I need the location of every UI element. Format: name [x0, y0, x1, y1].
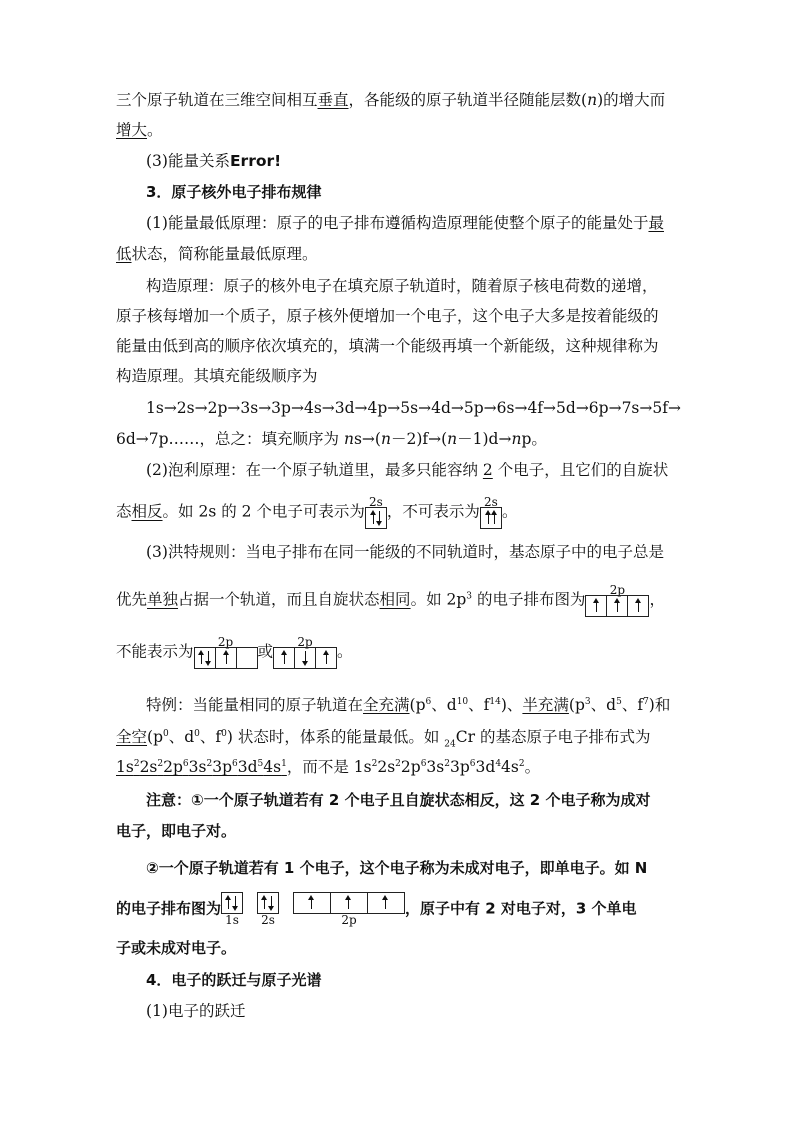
orbital-box [294, 647, 316, 669]
text-line: 优先单独占据一个轨道，而且自旋状态相同。如 $2p^3$ 的电子排布图为 2p ， [116, 584, 665, 608]
text-line: (2)泡利原理：在一个原子轨道里，最多只能容纳 2 个电子，且它们的自旋状 [146, 461, 669, 479]
orbital-box [585, 595, 607, 617]
text-line: 不能表示为 2p 或 2p 。 [116, 636, 353, 660]
section-heading: 3．原子核外电子排布规律 [146, 183, 322, 201]
orbital-box [236, 647, 258, 669]
note-line: 子或未成对电子。 [116, 939, 237, 957]
text-line: 态相反。如 2s 的 2 个电子可表示为 2s ，不可表示为 2s 。 [116, 496, 517, 520]
text-line: 原子核每增加一个质子，原子核外便增加一个电子，这个电子大多是按着能级的 [116, 307, 659, 325]
text-line: 1s→2s→2p→3s→3p→4s→3d→4p→5s→4d→5p→6s→4f→5d→6p→7s→5f→ [146, 399, 681, 417]
orbital-diagram-N-2p: 2p [293, 892, 405, 927]
text-line: (1)能量最低原理：原子的电子排布遵循构造原理能使整个原子的能量处于最 [146, 214, 664, 232]
orbital-box [293, 892, 331, 914]
orbital-diagram-2p3-wrong-b: 2p [273, 636, 337, 669]
text-line: $1s^22s^22p^63s^23p^63d^54s^1$，而不是 $1s^22s^22p^63s^23p^63d^44s^2$。 [116, 758, 541, 777]
orbital-box [606, 595, 628, 617]
orbital-box [273, 647, 295, 669]
text-line: (3)能量关系Error! [146, 152, 282, 170]
orbital-box [627, 595, 649, 617]
orbital-diagram-2s-paired: 2s [365, 496, 387, 529]
note-line: ②一个原子轨道若有 1 个电子，这个电子称为未成对电子，即单电子。如 N [146, 859, 648, 877]
orbital-box [365, 507, 387, 529]
note-line: 注意：①一个原子轨道若有 2 个电子且自旋状态相反，这 2 个电子称为成对 [146, 791, 651, 809]
text-line: 低状态，简称能量最低原理。 [116, 245, 318, 263]
note-line: 电子，即电子对。 [116, 822, 237, 840]
text-line: 构造原理。其填充能级顺序为 [116, 367, 318, 385]
orbital-box [480, 507, 502, 529]
section-heading: 4．电子的跃迁与原子光谱 [146, 971, 322, 989]
orbital-box [367, 892, 405, 914]
orbital-diagram-2p3-hund: 2p [585, 584, 649, 617]
orbital-diagram-2s-parallel: 2s [480, 496, 502, 529]
orbital-diagram-2p3-wrong-a: 2p [194, 636, 258, 669]
orbital-box [330, 892, 368, 914]
orbital-box [221, 892, 243, 914]
text-line: 6d→7p……，总之：填充顺序为 ns→(n－2)f→(n－1)d→np。 [116, 430, 547, 448]
orbital-diagram-N-2s: 2s [257, 892, 279, 927]
orbital-box [315, 647, 337, 669]
orbital-box [194, 647, 216, 669]
text-line: 增大。 [116, 121, 163, 139]
text-line: 能量由低到高的顺序依次填充的，填满一个能级再填一个新能级，这种规律称为 [116, 337, 659, 355]
orbital-box [257, 892, 279, 914]
orbital-box [215, 647, 237, 669]
orbital-diagram-N-1s: 1s [221, 892, 243, 927]
text-line: (1)电子的跃迁 [146, 1002, 246, 1020]
note-line: 的电子排布图为 1s 2s 2p ，原子中有 2 对电子对，3 个单电 [116, 892, 637, 916]
text-line: 全空($p^0$、$d^0$、$f^0$) 状态时，体系的能量最低。如 $_{24}$Cr 的基态原子电子排布式为 [116, 728, 651, 750]
text-line: 构造原理：原子的核外电子在填充原子轨道时，随着原子核电荷数的递增， [146, 277, 658, 295]
text-line: 三个原子轨道在三维空间相互垂直，各能级的原子轨道半径随能层数(n)的增大而 [116, 91, 666, 109]
text-line: (3)洪特规则：当电子排布在同一能级的不同轨道时，基态原子中的电子总是 [146, 543, 664, 561]
text-line: 特例：当能量相同的原子轨道在全充满($p^6$、$d^{10}$、$f^{14}$)、半充满($p^3$、$d^5$、$f^7$)和 [146, 696, 671, 715]
